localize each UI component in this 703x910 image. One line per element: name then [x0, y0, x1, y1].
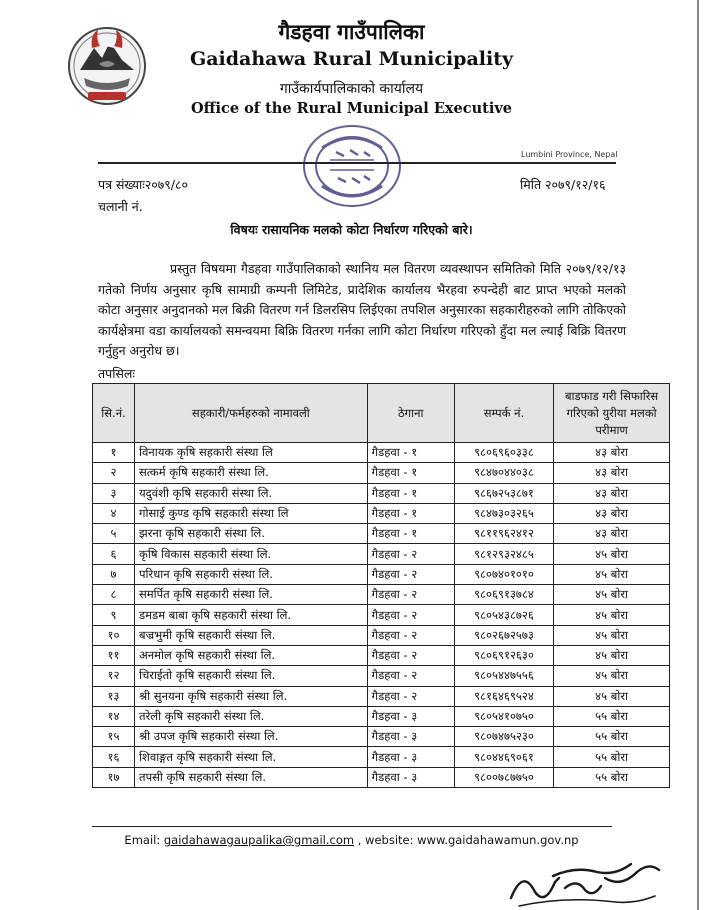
cooperative-quota-table [92, 383, 670, 788]
cell-address: गैडहवा - ३ [367, 727, 454, 747]
cell-address: गैडहवा - २ [367, 666, 454, 686]
cell-name: परिधान कृषि सहकारी संस्था लि. [135, 564, 368, 584]
signature [505, 848, 665, 910]
cell-address: गैडहवा - २ [367, 544, 454, 564]
table-row [93, 483, 670, 503]
email-link[interactable]: gaidahawagaupalika@gmail.com [163, 833, 355, 847]
table-row [93, 605, 670, 625]
cell-serial: १५ [93, 727, 135, 747]
cell-contact: ९८४७०४४०३८ [454, 463, 553, 483]
column-header-quota: बाडफाड गरी सिफारिस गरिएको युरीया मलको परीमाण [554, 384, 670, 443]
letter-date: मिति २०७९/१२/१६ [520, 177, 606, 192]
reference-number: पत्र संख्याः२०७९/८० [98, 177, 188, 192]
table-row [93, 645, 670, 665]
table-row [93, 443, 670, 463]
cell-contact: ९८१२९३२४८५ [454, 544, 553, 564]
table-row [93, 767, 670, 787]
column-header-contact: सम्पर्क नं. [454, 384, 553, 443]
cell-contact: ९८०४४६९०६१ [454, 747, 553, 767]
municipality-name-english: Gaidahawa Rural Municipality [189, 48, 514, 70]
table-row [93, 585, 670, 605]
cell-serial: १७ [93, 767, 135, 787]
cell-serial: ७ [93, 564, 135, 584]
letter-subject: विषयः रासायनिक मलको कोटा निर्धारण गरिएको बारे। [230, 222, 473, 237]
column-header-name: सहकारी/फर्महरुको नामावली [135, 384, 368, 443]
cell-contact: ९८०२६७२५७३ [454, 625, 553, 645]
cell-address: गैडहवा - १ [367, 443, 454, 463]
contact-footer [0, 833, 703, 847]
table-row [93, 564, 670, 584]
cell-name: चिराईतो कृषि सहकारी संस्था लि. [135, 666, 368, 686]
table-row [93, 747, 670, 767]
column-header-serial: सि.नं. [93, 384, 135, 443]
cell-address: गैडहवा - २ [367, 686, 454, 706]
table-row [93, 463, 670, 483]
cell-name: सत्कर्म कृषि सहकारी संस्था लि. [135, 463, 368, 483]
details-label: तपसिलः [98, 366, 135, 381]
cell-serial: १० [93, 625, 135, 645]
cell-contact: ९८०७४७५२३० [454, 727, 553, 747]
cell-quota: ४५ बोरा [554, 686, 670, 706]
cell-name: गोसाई कुण्ड कृषि सहकारी संस्था लि [135, 503, 368, 523]
cell-name: समर्पित कृषि सहकारी संस्था लि. [135, 585, 368, 605]
footer-divider [92, 826, 612, 827]
column-header-address: ठेगाना [367, 384, 454, 443]
dispatch-number: चलानी नं. [98, 199, 143, 214]
cell-quota: ४३ बोरा [554, 503, 670, 523]
cell-contact: ९८०६९१२६३० [454, 645, 553, 665]
cell-address: गैडहवा - ३ [367, 767, 454, 787]
cell-quota: ५५ बोरा [554, 767, 670, 787]
cell-name: झरना कृषि सहकारी संस्था लि. [135, 524, 368, 544]
cell-address: गैडहवा - ३ [367, 747, 454, 767]
cell-name: यदुवंशी कृषि सहकारी संस्था लि. [135, 483, 368, 503]
cell-name: विनायक कृषि सहकारी संस्था लि [135, 443, 368, 463]
cell-contact: ९८१६४६९५२४ [454, 686, 553, 706]
office-name-nepali: गाउँकार्यपालिकाको कार्यालय [279, 81, 424, 97]
cell-contact: ९८०७४०१०१० [454, 564, 553, 584]
cell-serial: ५ [93, 524, 135, 544]
cell-address: गैडहवा - २ [367, 625, 454, 645]
table-row [93, 666, 670, 686]
letter-body-text: प्रस्तुत विषयमा गैडहवा गाउँपालिकाको स्थानिय मल वितरण व्यवस्थापन समितिको मिति २०७९/१२/१३ गतेको निर्णय अनुसार कृषि सामाग्री कम्पनी लिमिटेड, प्रादेशिक कार्यालय भैरहवा रुपन्देही बाट प्राप्त भएको मलको कोटा अनुसार अनुदानको मल बिक्री वितरण गर्न डिलरसिप लिईएका तपशिल अनुसारका सहकारीहरुको लागि तोकिएको कार्यक्षेत्रमा वडा कार्यालयको समन्वयमा बिक्रि वितरण गर्नका लागि कोटा निर्धारण गरिएको हुँदा मल ल्याई बिक्रि वितरण गर्नुहुन अनुरोध छ। [98, 261, 626, 358]
cell-name: डमडम बाबा कृषि सहकारी संस्था लि. [135, 605, 368, 625]
office-stamp [300, 118, 404, 214]
cell-contact: ९८११९६२४१२ [454, 524, 553, 544]
cell-name: अनमोल कृषि सहकारी संस्था लि. [135, 645, 368, 665]
cell-serial: १४ [93, 706, 135, 726]
table-row [93, 686, 670, 706]
letter-body [98, 259, 626, 362]
cell-quota: ४५ बोरा [554, 666, 670, 686]
cell-address: गैडहवा - १ [367, 483, 454, 503]
cell-serial: ४ [93, 503, 135, 523]
cell-name: तरेली कृषि सहकारी संस्था लि. [135, 706, 368, 726]
table-row [93, 524, 670, 544]
cell-contact: ९८०५४४७५५६ [454, 666, 553, 686]
cell-contact: ९८०६९६०३३८ [454, 443, 553, 463]
cell-quota: ४३ बोरा [554, 443, 670, 463]
cell-contact: ९८०५४१०७५० [454, 706, 553, 726]
cell-address: गैडहवा - २ [367, 585, 454, 605]
cell-serial: १२ [93, 666, 135, 686]
cell-quota: ४३ बोरा [554, 463, 670, 483]
cell-address: गैडहवा - १ [367, 524, 454, 544]
cell-quota: ४३ बोरा [554, 524, 670, 544]
cell-quota: ५५ बोरा [554, 727, 670, 747]
cell-contact: ९८०५४३८७२६ [454, 605, 553, 625]
office-name-english: Office of the Rural Municipal Executive [190, 100, 513, 117]
cell-address: गैडहवा - ३ [367, 706, 454, 726]
cell-serial: ९ [93, 605, 135, 625]
cell-contact: ९८००७८७७५० [454, 767, 553, 787]
cell-quota: ४५ बोरा [554, 625, 670, 645]
cell-serial: ११ [93, 645, 135, 665]
cell-quota: ४५ बोरा [554, 605, 670, 625]
cell-serial: १ [93, 443, 135, 463]
municipality-name-nepali: गैडहवा गाउँपालिका [278, 20, 425, 44]
website-label: , website: [354, 833, 418, 847]
cell-quota: ५५ बोरा [554, 706, 670, 726]
table-header-row [93, 384, 670, 443]
cell-serial: ८ [93, 585, 135, 605]
website-text: www.gaidahawamun.gov.np [417, 833, 579, 847]
cell-quota: ४५ बोरा [554, 564, 670, 584]
cell-name: शिवाङ्गत कृषि सहकारी संस्था लि. [135, 747, 368, 767]
province-label: Lumbini Province, Nepal [521, 150, 618, 159]
cell-address: गैडहवा - २ [367, 605, 454, 625]
cell-name: तपसी कृषि सहकारी संस्था लि. [135, 767, 368, 787]
cell-quota: ४५ बोरा [554, 544, 670, 564]
cell-serial: १६ [93, 747, 135, 767]
table-row [93, 503, 670, 523]
cell-contact: ९८४७३०३२६५ [454, 503, 553, 523]
cell-contact: ९८०६९१३७८४ [454, 585, 553, 605]
table-row [93, 706, 670, 726]
cell-serial: १३ [93, 686, 135, 706]
cell-name: कृषि विकास सहकारी संस्था लि. [135, 544, 368, 564]
cell-serial: ६ [93, 544, 135, 564]
cell-quota: ५५ बोरा [554, 747, 670, 767]
table-row [93, 727, 670, 747]
table-row [93, 544, 670, 564]
cell-address: गैडहवा - २ [367, 564, 454, 584]
cell-serial: ३ [93, 483, 135, 503]
cell-name: श्री सुनयना कृषि सहकारी संस्था लि. [135, 686, 368, 706]
cell-contact: ९८६७२५३८७१ [454, 483, 553, 503]
cell-serial: २ [93, 463, 135, 483]
cell-quota: ४३ बोरा [554, 483, 670, 503]
cell-address: गैडहवा - २ [367, 645, 454, 665]
page-edge [697, 0, 699, 910]
email-label: Email: [124, 833, 164, 847]
cell-name: बज्रभुमी कृषि सहकारी संस्था लि. [135, 625, 368, 645]
cell-name: श्री उपज कृषि सहकारी संस्था लि. [135, 727, 368, 747]
cell-address: गैडहवा - १ [367, 503, 454, 523]
cell-quota: ४५ बोरा [554, 585, 670, 605]
cell-address: गैडहवा - १ [367, 463, 454, 483]
cell-quota: ४५ बोरा [554, 645, 670, 665]
table-row [93, 625, 670, 645]
